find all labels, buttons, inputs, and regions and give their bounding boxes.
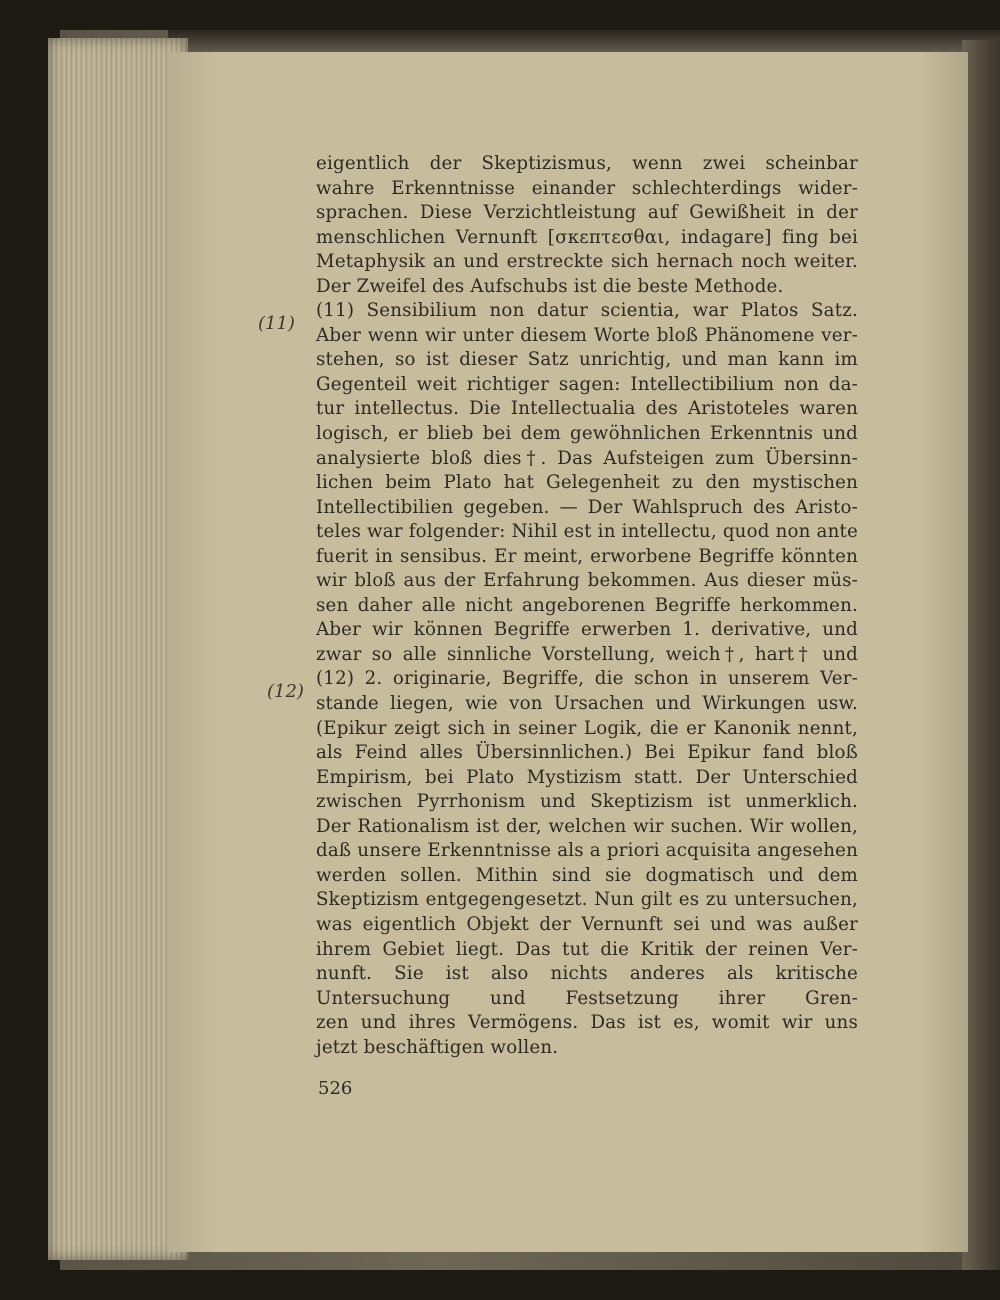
page-number: 526: [318, 1078, 353, 1099]
text-line: sprachen. Diese Verzichtleistung auf Gewißheit in der: [316, 202, 858, 224]
text-line: zwar so alle sinnliche Vorstellung, weich†, hart† und: [316, 643, 858, 665]
text-line: Der Zweifel des Aufschubs ist die beste Methode.: [316, 275, 784, 297]
text-line: (11) Sensibilium non datur scientia, war Platos Satz.: [316, 300, 858, 322]
text-line: werden sollen. Mithin sind sie dogmatisch und dem: [316, 864, 858, 886]
text-line: tur intellectus. Die Intellectualia des Aristoteles waren: [316, 398, 858, 420]
text-line: Untersuchung und Festsetzung ihrer Gren-: [316, 987, 858, 1009]
text-line: logisch, er blieb bei dem gewöhnlichen Erkenntnis und: [316, 423, 858, 445]
text-line: menschlichen Vernunft [σκεπτεσθαι, indagare] fing bei: [316, 226, 858, 248]
margin-note-11: (11): [258, 313, 295, 334]
text-line: Metaphysik an und erstreckte sich hernach noch weiter.: [316, 251, 858, 273]
text-line: lichen beim Plato hat Gelegenheit zu den mystischen: [316, 472, 858, 494]
text-line: zen und ihres Vermögens. Das ist es, womit wir uns: [316, 1012, 858, 1034]
text-line: wahre Erkenntnisse einander schlechterdings wider-: [316, 177, 858, 199]
text-line: (12) 2. originarie, Begriffe, die schon in unserem Ver-: [316, 668, 858, 690]
page-edges-stack: [48, 38, 188, 1260]
text-line: Skeptizism entgegengesetzt. Nun gilt es zu untersuchen,: [316, 889, 858, 911]
body-text: [316, 152, 858, 1060]
text-line: Aber wir können Begriffe erwerben 1. derivative, und: [316, 619, 858, 641]
text-line: eigentlich der Skeptizismus, wenn zwei scheinbar: [316, 153, 858, 174]
text-line: Gegenteil weit richtiger sagen: Intellectibilium non da-: [316, 373, 858, 395]
text-line: Aber wenn wir unter diesem Worte bloß Phänomene ver-: [316, 324, 858, 346]
text-line: Empirism, bei Plato Mystizism statt. Der Unterschied: [316, 766, 858, 788]
text-line: sen daher alle nicht angeborenen Begriffe herkommen.: [316, 594, 858, 616]
text-line: zwischen Pyrrhonism und Skeptizism ist unmerklich.: [316, 791, 858, 813]
text-line: stehen, so ist dieser Satz unrichtig, und man kann im: [316, 349, 858, 371]
text-line: als Feind alles Übersinnlichen.) Bei Epikur fand bloß: [316, 742, 858, 764]
text-line: was eigentlich Objekt der Vernunft sei und was außer: [316, 913, 858, 935]
text-line: nunft. Sie ist also nichts anderes als kritische: [316, 963, 858, 985]
text-line: stande liegen, wie von Ursachen und Wirkungen usw.: [316, 693, 858, 715]
text-line: ihrem Gebiet liegt. Das tut die Kritik der reinen Ver-: [316, 938, 858, 960]
text-line: Intellectibilien gegeben. — Der Wahlspruch des Aristo-: [316, 496, 858, 518]
text-line: jetzt beschäftigen wollen.: [316, 1036, 559, 1058]
text-line: Der Rationalism ist der, welchen wir suchen. Wir wollen,: [316, 815, 858, 837]
text-line: daß unsere Erkenntnisse als a priori acquisita angesehen: [316, 840, 858, 862]
text-line: teles war folgender: Nihil est in intellectu, quod non ante: [316, 521, 858, 543]
text-line: analysierte bloß dies†. Das Aufsteigen zum Übersinn-: [316, 447, 858, 469]
text-line: fuerit in sensibus. Er meint, erworbene Begriffe könnten: [316, 545, 858, 567]
text-line: (Epikur zeigt sich in seiner Logik, die er Kanonik nennt,: [316, 717, 858, 739]
margin-note-12: (12): [267, 681, 304, 702]
text-line: wir bloß aus der Erfahrung bekommen. Aus dieser müs-: [316, 570, 858, 592]
